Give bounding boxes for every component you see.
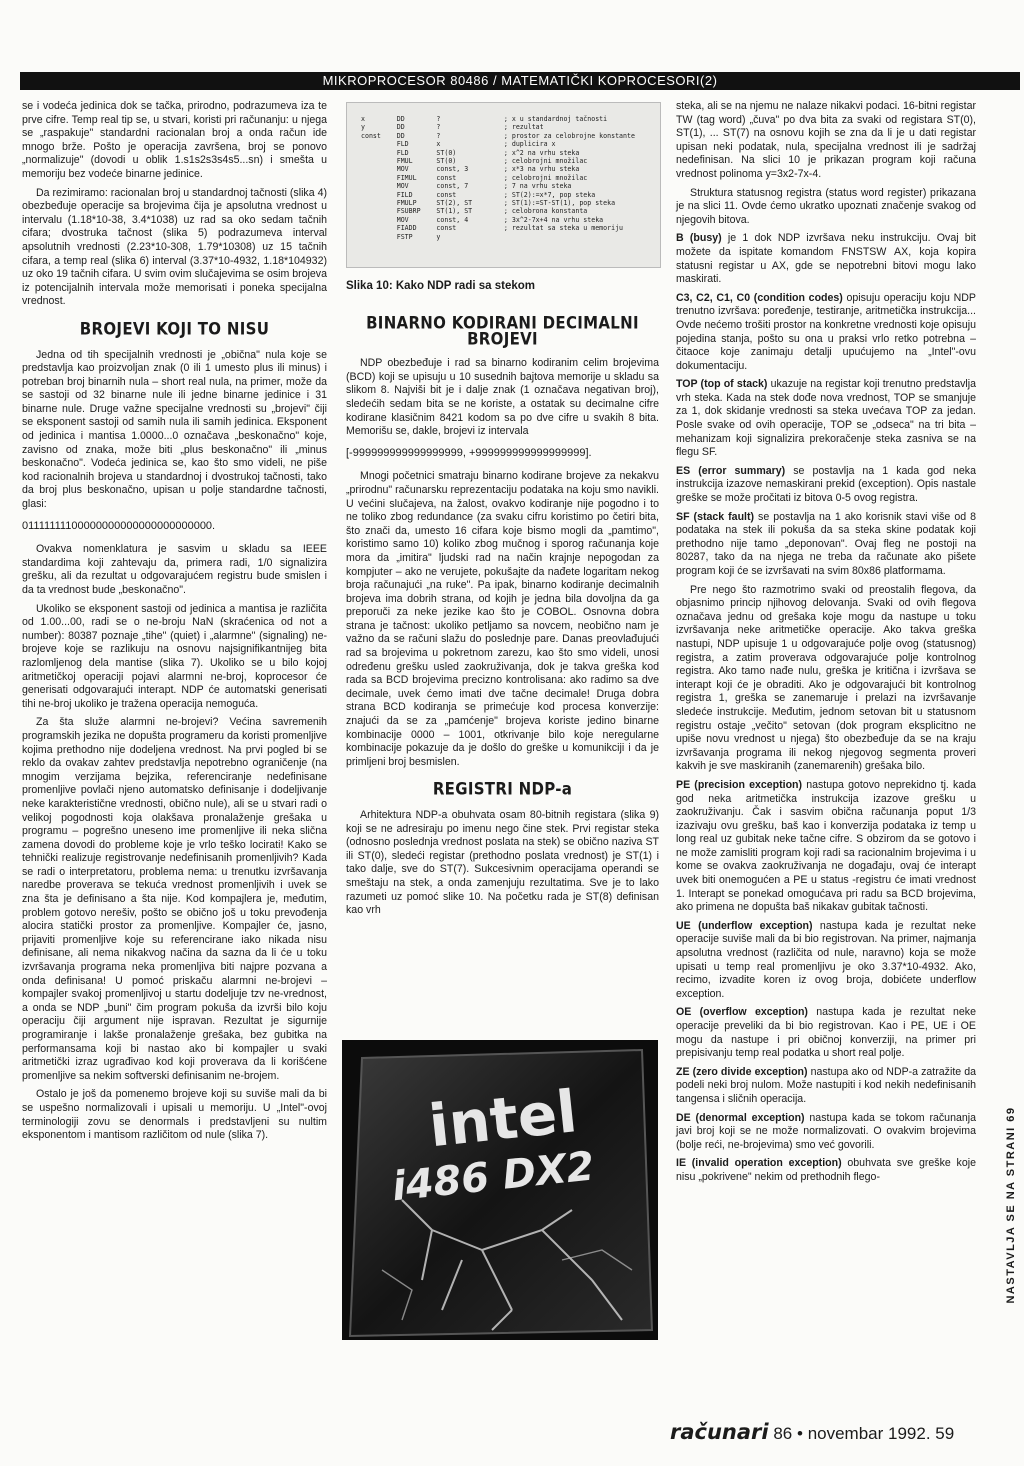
- column-right: [676, 100, 976, 1190]
- term-item: [676, 779, 976, 915]
- paragraph: Arhitektura NDP-a obuhvata osam 80-bitnih registara (slika 9) koji se ne adresiraju po imenu nego čine stek. Prvi registar steka (odnosno poslednja vrednost poslata na stek) se obično naziva ST ili ST(0), sledeći registar (prethodno poslata vrednost) je ST(1) i tako dalje, sve do ST(7). Sukcesivnim operacijama operandi se smeštaju na stek, a onda zamenjuju rezultatima. Sve je to lako razumeti uz pomoć slike 10. Na početku rada je ST(8) definisan kao vrh: [346, 809, 659, 917]
- term-name: IE (invalid operation exception): [676, 1157, 842, 1170]
- page-header: MIKROPROCESOR 80486 / MATEMATIČKI KOPROCESORI(2): [20, 72, 1020, 90]
- section-heading: REGISTRI NDP-a: [432, 778, 573, 800]
- intel-486-chip-photo: [342, 1040, 658, 1340]
- term-item: [676, 1066, 976, 1107]
- term-description: nastupa kada se tokom računanja javi broj koji se ne može normalizovati. O ovakvim brojevima (bolje reći, ne-brojevima) smo već govorili.: [676, 1111, 976, 1151]
- term-item: [676, 1112, 976, 1153]
- continued-note-text: NASTAVLJA SE NA STRANI 69: [1005, 1106, 1017, 1304]
- term-name: OE (overflow exception): [676, 1006, 808, 1019]
- term-item: [676, 511, 976, 579]
- chip-model: i486 DX2: [389, 1143, 597, 1211]
- bullet-separator: •: [797, 1424, 803, 1443]
- magazine-logo: računari: [670, 1420, 769, 1444]
- paragraph: Jedna od tih specijalnih vrednosti je „obična" nula koje se predstavlja kao proizvoljan znak (0 ili 1 umesto plus ili minus) i potreban broj binarnih nula – short real nula, na primer, može da se sastoji od 32 binarne nule ili jedne binarne jedinice i 31 binarne nule. Druge važne specijalne vrednosti su „brojevi" čiji se eksponent sastoji od samih nula ili samih jedinica. Eksponent od jedinica i mantisa 1.0000...0 označava „beskonačno" koje, zavisno od znaka, može biti „plus beskonačno" ili „minus beskonačno". Vodeća jedinica se, kao što smo videli, ne piše kod racionalnih brojeva u standardnoj i dvostrukoj tačnosti, tako da broj plus beskonačno, upisan u polje standardne tačnosti, glasi:: [22, 348, 327, 511]
- term-description: nastupa gotovo neprekidno tj. kada god neka aritmetička instrukcija izazove grešku u zaokruživanju. Čak i sasvim obična računanja poput 1/3 izazivaju ovu grešku, baš kao i konverzija podataka iz temp u long real uz gubitak neke tačne cifre. S obzirom da se gotovo i ne može zamisliti program koji radi sa racionalnim brojevima i u kome se ovakva zaokruživanja ne događaju, ovaj će interapt uvek biti onemogućen a PE u status -registru će imati vrednost 1. Interapt se ponekad omogućava pri radu sa BCD brojevima, ako primena ne dopušta baš nikakav gubitak tačnosti.: [676, 778, 977, 914]
- term-description: obuhvata sve greške koje nisu „pokrivene" nekim od prethodnih flego-: [676, 1157, 976, 1183]
- interval-value: [-999999999999999999, +999999999999999999].: [346, 446, 592, 459]
- paragraph: Struktura statusnog registra (status word register) prikazana je na slici 11. Ovde ćemo ukratko upoznati značenje svakog od njegovih bitova.: [676, 186, 976, 226]
- page-footer: [670, 1420, 970, 1444]
- paragraph: Ukoliko se eksponent sastoji od jedinica a mantisa je različita od 1.00...00, radi se o ne-broju NaN (skraćenica od not a number): 80387 poznaje „tihe" (quiet) i „alarmne" (signaling) ne-brojeve koje se razlikuju na osnovu najsignifikantnijeg bita razlomljenog dela mantise (slika 7). Ukoliko se u bilo kojoj aritmetičkoj operaciji pojavi alarmni ne-broj, koprocesor će generisati odgovarajući interapt. NDP će automatski generisati tihi ne-broj ukoliko je tražena operacija nemoguća.: [22, 602, 327, 710]
- term-item: [676, 465, 976, 506]
- term-item: [676, 378, 976, 460]
- paragraph: NDP obezbeđuje i rad sa binarno kodiranim celim brojevima (BCD) koji se upisuju u 10 susednih bajtova memorije u skladu sa slikom 8. Najviši bit je i dalje znak (1 označava negativan broj), sledećih sedam bita se ne koriste, a ostatak su decimalne cifre kodirane klasičnim 8421 kodom sa po dve cifre u svakih 8 bita. Memorišu se, dakle, brojevi iz intervala: [346, 357, 659, 438]
- term-description: nastupa kada je rezultat neke operacije suviše mali da bi bio registrovan. Na primer, najmanja apsolutna vrednost (različita od nule, naravno) koja se može upisati u temp real promenljivu je oko 3.37*10-4932. Ako, recimo, izvadite koren iz ovog broja, dobićete underflow exception.: [676, 919, 976, 1000]
- term-name: SF (stack fault): [676, 510, 755, 523]
- term-description: se postavlja na 1 ako korisnik stavi više od 8 podataka na stek ili pokuša da sa steka skine podatak koji prethodno nije tamo „deponovan". Ovaj fleg ne postoji na 80287, tako da na njega ne treba da računate ako pišete program koji će se izvršavati na svim 80x86 platformama.: [676, 510, 976, 577]
- term-description: se postavlja na 1 kada god neka instrukcija izazove nemaskirani prekid (exception). Opis nastale greške se može pročitati iz bitova 0-5 ovog registra.: [676, 464, 976, 505]
- term-name: TOP (top of stack): [676, 378, 768, 391]
- column-left: [22, 100, 327, 1148]
- term-name: ES (error summary): [676, 464, 786, 477]
- term-description: je 1 dok NDP izvršava neku instrukciju. Ovaj bit možete da ispitate komandom FNSTSW AX, koja kopira statusni registar u AX, gde se nepotrebni bitovi mogu lako maskirati.: [676, 232, 976, 286]
- issue-date: novembar 1992.: [807, 1424, 931, 1443]
- term-item: [676, 920, 976, 1002]
- term-item: [676, 292, 976, 374]
- chip-brand: intel: [425, 1077, 581, 1161]
- code-text: x DD ? ; x u standardnoj tačnosti y DD ? ; rezultat const DD ? ; prostor za celobrojne konstante FLD x ; duplicira x FLD ST(0) ; x^2 na vrhu steka FMUL ST(0) ; celobrojni množilac MOV const, 3 ; x*3 na vrhu steka FIMUL const ; celobrojni množilac MOV const, 7 ; 7 na vrhu steka FILD const ; ST(2):=x*7, pop steka FMULP ST(2), ST ; ST(1):=ST-ST(1), pop steka FSUBRP ST(1), ST ; celobrona konstanta MOV const, 4 ; 3x^2-7x+4 na vrhu steka FIADD const ; rezultat sa steka u memoriju FSTP y: [361, 115, 635, 241]
- column-middle: [346, 312, 659, 923]
- code-listing: [346, 102, 661, 268]
- page-number: 59: [935, 1424, 955, 1443]
- paragraph: se i vodeća jedinica dok se tačka, prirodno, podrazumeva iza te prve cifre. Temp real tip se, u stvari, koristi pri računanju: u njega se „raspakuje" standardni racionalan broj a onda račun ide mnogo brže. Pošto je operacija završena, broj se ponovo „normalizuje" (dovodi u oblik 1.s1s2s3s4s5...sn) i smešta u memoriju bez vodeće binarne jedinice.: [22, 100, 327, 180]
- term-name: DE (denormal exception): [676, 1111, 805, 1124]
- section-heading: BINARNO KODIRANI DECIMALNI BROJEVI: [366, 312, 639, 349]
- figure-caption: Slika 10: Kako NDP radi sa stekom: [346, 280, 535, 292]
- paragraph: Ovakva nomenklatura je sasvim u skladu sa IEEE standardima koji zahtevaju da, primera radi, 1/0 signalizira grešku, ali da rezultat u odgovarajućem registru bude smislen i da ta vrednost bude „beskonačno".: [22, 543, 327, 596]
- term-name: UE (underflow exception): [676, 919, 813, 932]
- paragraph: steka, ali se na njemu ne nalaze nikakvi podaci. 16-bitni registar TW (tag word) „čuva" po dva bita za svaki od registara ST(0), ST(1), ... ST(7) na osnovu kojih se zna da li je u dati registar upisan neki podatak, nula, specijalna vrednost ili je sadržaj nedefinisan. Na slici 10 je prikazan program koji računa vrednost polinoma y=3x2-7x-4.: [676, 100, 976, 180]
- term-name: B (busy): [676, 232, 722, 245]
- issue-number: 86: [773, 1424, 793, 1443]
- term-name: PE (precision exception): [676, 778, 803, 791]
- paragraph: Za šta služe alarmni ne-brojevi? Većina savremenih programskih jezika ne dopušta programeru da koristi promenljive kojima prethodno nije dodeljena vrednost. Na prvi pogled bi se reklo da ovakav zahtev predstavlja nepotrebno ograničenje (na mnogim verzijama bejzika, referenciranje nedefinisane promenljive povlači njeno automatsko definisanje i dodeljivanje neke karakteristične vrednosti, obično nule), ali se u stvari radi o velikoj pogodnosti koja olakšava pronalaženje grešaka u programu – pogrešno uneseno ime promenljive ili neka slična zamena dovodi do probleme koje je vrlo teško locirati! Kako se tehnički realizuje registrovanje nedefinisanih promenljivih? Kada se radi o interpretatoru, problema nema: u trenutku izvršavanja naredbe proverava se tekuća vrednost promenljivih i uvek se zna šta je definisano a šta nije. Kod kompajlera je, međutim, problem gotovo nerešiv, pošto se obično još u toku prevođenja alocira statički prostor za promenljive. Kompajler će, jasno, prijaviti promenljive koje su referencirane iako nikada nisu definisane, ali nema nikakvog načina da sazna da li će u toku izvršavanja programa neka promenljiva biti najpre pozvana a onda definisana! U pomoć priskaču alarmni ne-brojevi – kompajler svakoj promenljivoj u startu dodeljuje tzv ne-vrednost, a onda se NDP „buni" čim program pokuša da izvrši bilo koju operaciju čiji argument nije ispravan. Rezultat je sigurnije programiranje i lakše pronalaženje grešaka, bez gubitka na performansama koji bi nastao ako bi kompajler u svaki aritmetički izraz ugrađivao kod koji proverava da li korišćene promenljive sa nekim softverski definisanim ne-brojem.: [22, 716, 327, 1082]
- paragraph: Mnogi početnici smatraju binarno kodirane brojeve za nekakvu „prirodnu" računarsku reprezentaciju podataka na koju smo navikli. U većini slučajeva, na žalost, ovakvo kodiranje nije pogodno i to ne toliko zbog redundance (za svaku cifru koristimo po četiri bita, što znači da, umesto 16 cifara koje bismo mogli da „pamtimo", koristimo samo 10) koliko zbog mučnog i sporog računanja koje mora da „imitira" ljudski rad na način krajnje nepogodan za kompjuter – ako ne verujete, pokušajte da nađete logaritam nekog broja računajući „na ruke". Pa ipak, binarno kodiranje decimalnih brojeva ima dobrih strana, od kojih je jedna bila dovoljna da ga preporuči za neke jezike kao što je COBOL. Osnovna dobra strana je tačnost: ukoliko petljamo sa novcem, neobično nam je važno da se računi slažu do poslednje pare. Danas preovlađujući rad sa brojevima u pokretnom zarezu, kao što smo videli, unosi određenu grešku usled zaokruživanja, dok je takva greška kod rada sa BCD brojevima precizno kontrolisana: ako radimo sa dve decimale, uvek ćemo imati dve tačne decimale! Druga dobra strana BCD kodiranja se primećuje kod procesa konverzije: znajući da se za „pamćenje" brojeva koriste jedino binarne kombinacije 0000 – 1001, otkrivanje bilo koje neregularne kombinacije pokazuje da je došlo do greške u komunikciji i da je primljeni broj besmislen.: [346, 470, 659, 768]
- term-item: [676, 1006, 976, 1060]
- term-description: opisuju operaciju koju NDP trenutno izvršava: poređenje, testiranje, aritmetička instrukcija... Ovde nećemo trošiti prostor na konkretne vrednosti koje opisuju pojedina stanja, pošto su ona u praksi vrlo retko potrebna – čitaoce koje zanimaju detalji upućujemo na „Intel"-ovu dokumentaciju.: [676, 291, 976, 372]
- paragraph: Ostalo je još da pomenemo brojeve koji su suviše mali da bi se uspešno normalizovali i upisali u memoriju. U „Intel"-ovoj terminologiji zovu se denormals i predstavljeni su nultim eksponentom i mantisom različitom od nule (slika 7).: [22, 1088, 327, 1142]
- paragraph: Pre nego što razmotrimo svaki od preostalih flegova, da objasnimo princip njihovog delovanja. Svaki od ovih flegova označava jednu od grešaka koje mogu da nastupe u toku izvršavanja neke aritmetičke operacije. Ako takva greška nastupi, NDP upisuje 1 u odgovarajuće polje ovog (statusnog) registra, a zatim proverava odgovarajuće polje kontrolnog registra. Ako tamo nađe nulu, greška je kritična i izvršava se interapt koji će je obraditi. Ako je odgovarajući bit kontrolnog registra 1, greška se zanemaruje i prelazi na izvršavanje sledeće instrukcije. Međutim, jednom setovan bit u statusnom registru ostaje „večito" setovan (dok program eksplicitno ne upiše novu vrednost u njega) što obezbeđuje da se na kraju izvršavanja programa ili nekog njegovog segmenta proveri kakvih je sve maskiranih (zanemarenih) grešaka bilo.: [676, 583, 976, 773]
- term-name: ZE (zero divide exception): [676, 1065, 808, 1078]
- paragraph: Da rezimiramo: racionalan broj u standardnoj tačnosti (slika 4) obezbeđuje operacije sa brojevima čija je apsolutna vrednost u intervalu (1.18*10-38, 3.4*1038) uz rad sa oko sedam tačnih cifara; dvostruka tačnost (slika 5) podrazumeva interval apsolutnih vrednosti (2.23*10-308, 1.79*10308) uz 15 tačnih cifara, a temp real (slika 6) interval (3.37*10-4932, 1.18*104932) uz oko 19 tačnih cifara. U svim ovim slučajevima se osim brojeva iz potencijalnih intervala može memorisati i poneka specijalna vrednost.: [22, 186, 327, 308]
- continued-note: [1002, 1040, 1020, 1370]
- term-item: [676, 232, 976, 286]
- term-description: nastupa ako od NDP-a zatražite da podeli neki broj nulom. Može nastupiti i kod nekih nedefinisanih tangensa i sličnih operacija.: [676, 1065, 976, 1105]
- term-name: C3, C2, C1, C0 (condition codes): [676, 291, 843, 304]
- section-heading: BROJEVI KOJI TO NISU: [79, 318, 270, 340]
- term-item: [676, 1157, 976, 1184]
- term-description: nastupa kada je rezultat neke operacije preveliki da bi bio registrovan. Kao i PE, UE i OE mogu da nastupe i pri običnoj konverziji, na primer pri prepisivanju temp real podatka u short real polje.: [676, 1006, 976, 1060]
- binary-value: 01111111100000000000000000000000.: [22, 519, 216, 532]
- term-description: ukazuje na registar koji trenutno predstavlja vrh steka. Kada na stek dođe nova vrednost, TOP se smanjuje za 1, dok skidanje vrednosti sa steka uvećava TOP za jedan. Posle svake od ovih operacije, TOP se „odseca" na tri bita – mehanizam koji signalizira prekoračenje steka zasniva se na flegu SF.: [676, 378, 976, 459]
